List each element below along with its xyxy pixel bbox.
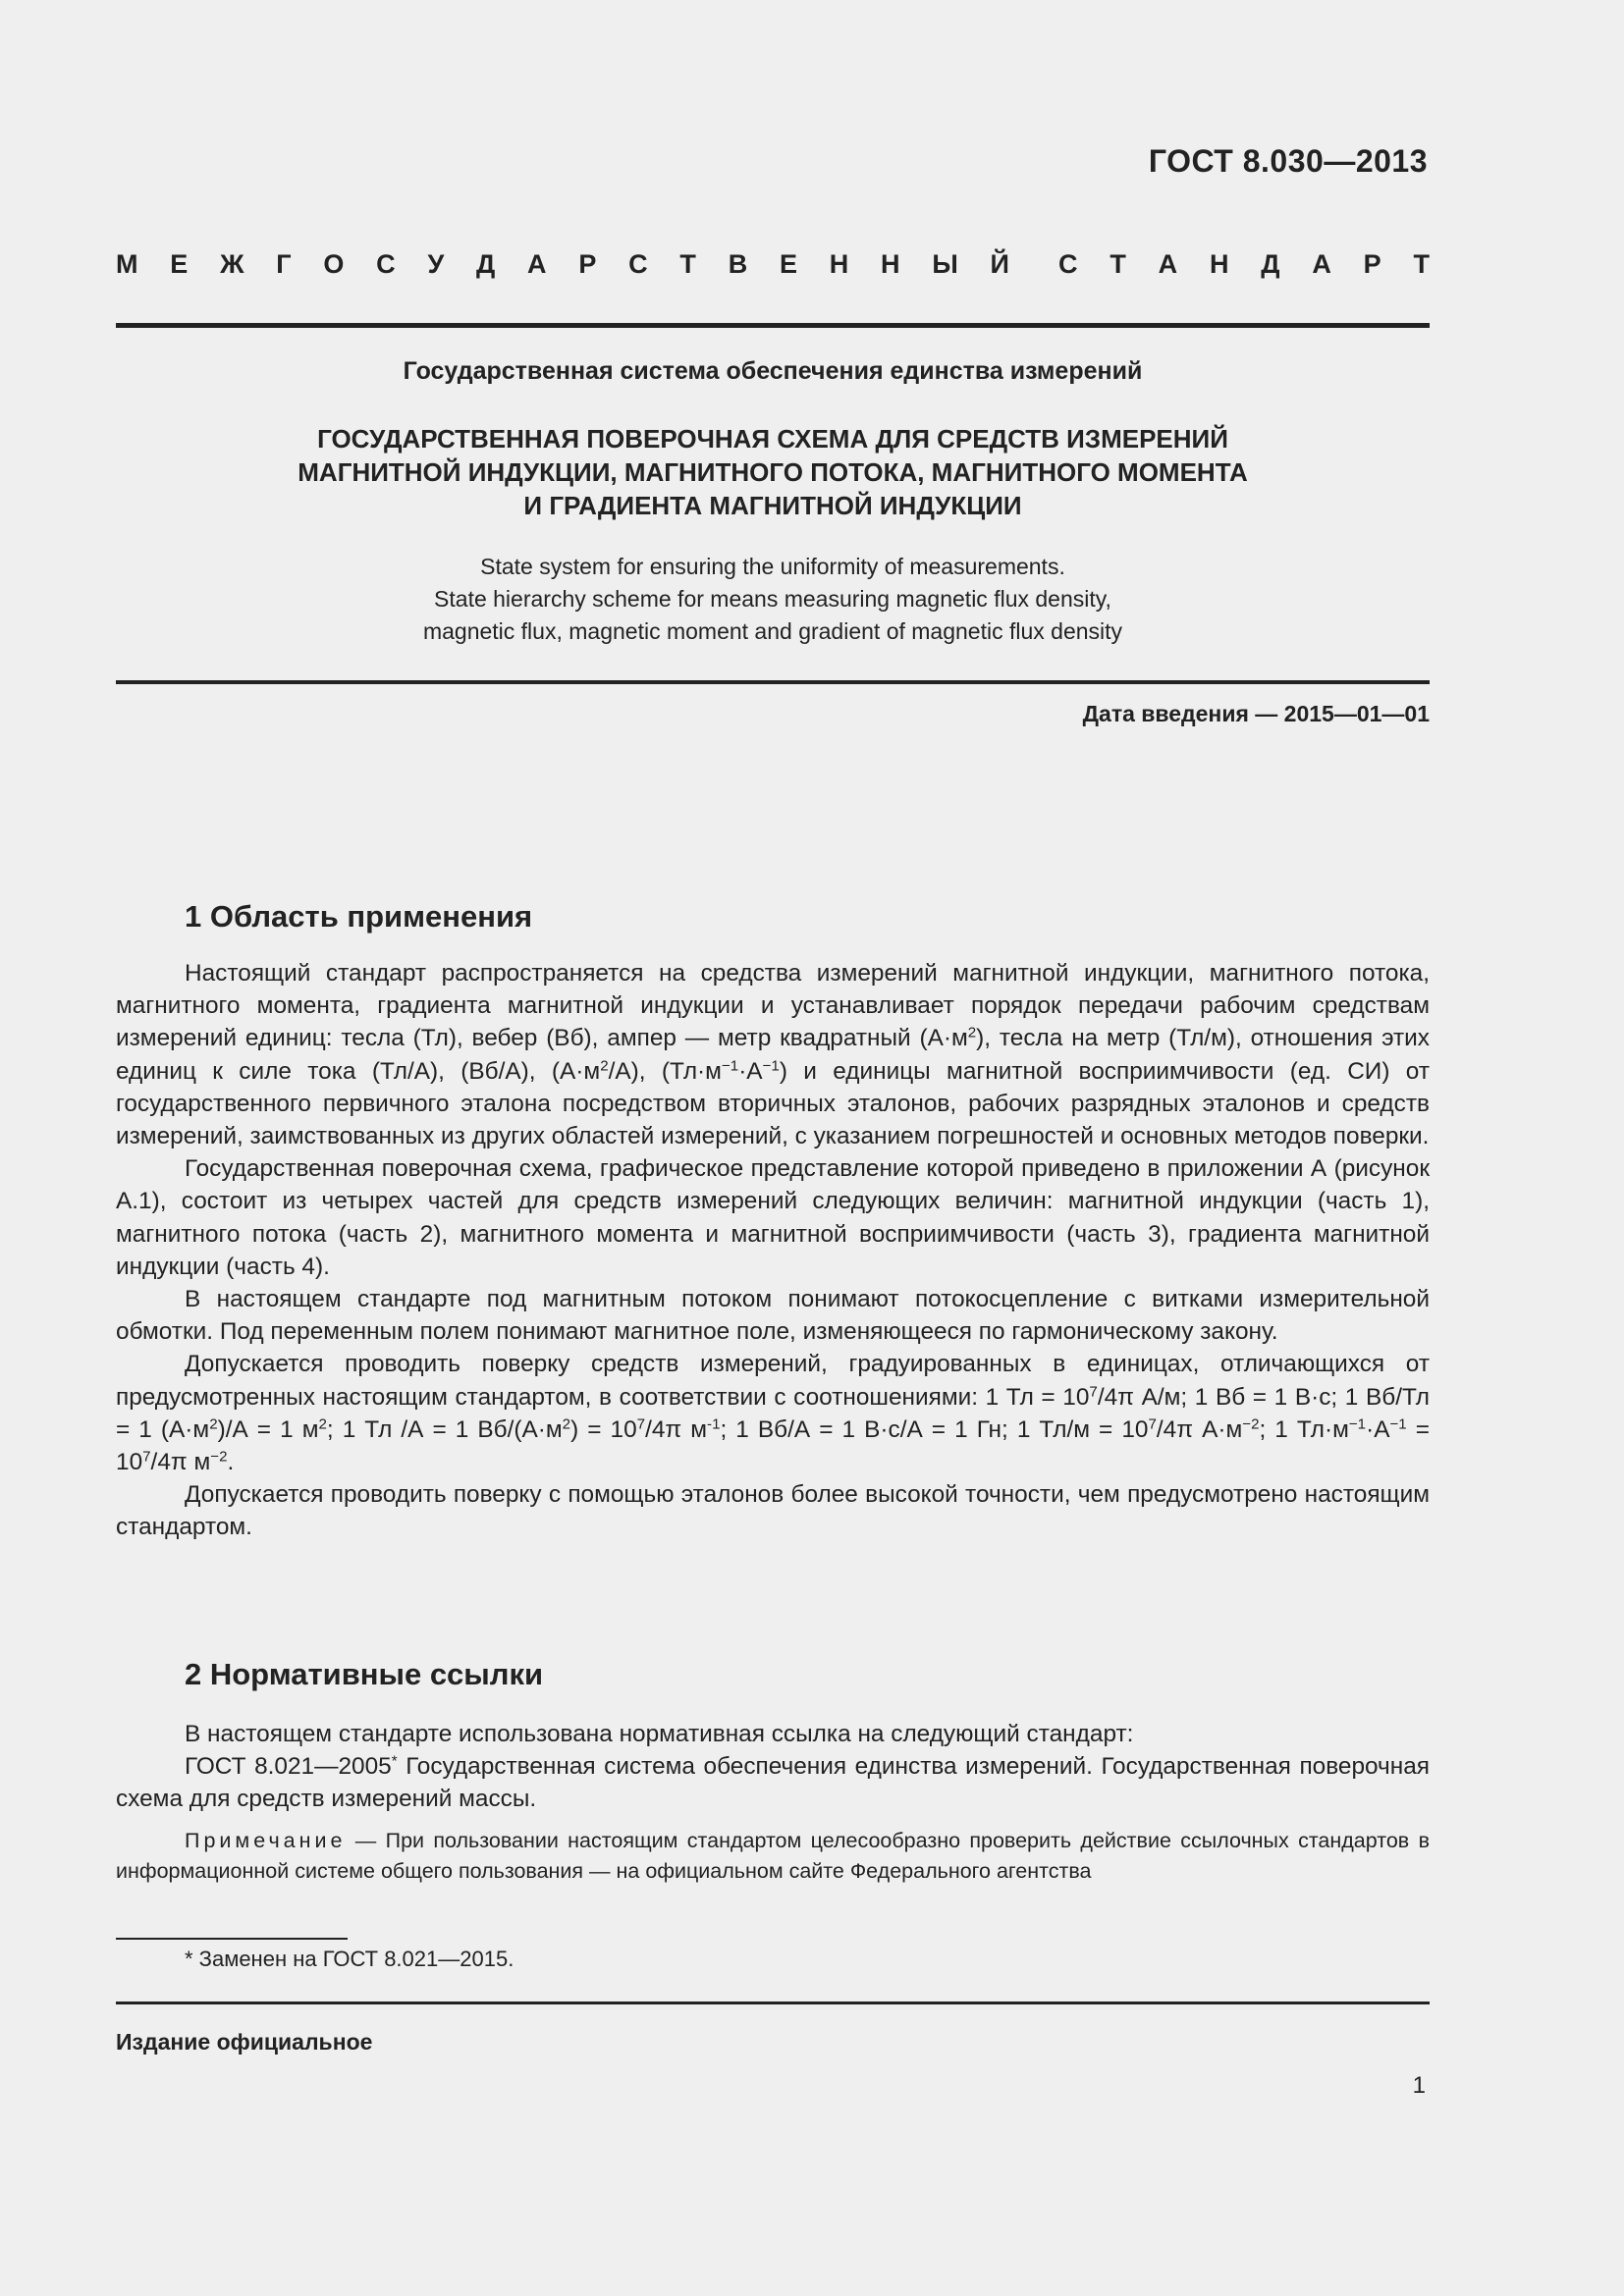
banner-letter: Т (1110, 249, 1126, 279)
section-1-heading: 1 Область применения (185, 899, 533, 934)
english-title-line: State hierarchy scheme for means measuring magnetic flux density, (434, 586, 1111, 612)
english-title (116, 551, 1430, 648)
paragraph: Допускается проводить поверку с помощью эталонов более высокой точности, чем предусмотрено настоящим стандартом. (116, 1481, 1430, 1541)
note-block (116, 1826, 1430, 1887)
paragraph: Настоящий стандарт распространяется на средства измерений магнитной индукции, магнитного потока, магнитного момента, градиента магнитной индукции и устанавливает порядок передачи рабочим средствам измерений единиц: тесла (Тл), вебер (Вб), ампер — метр квадратный $(А\cdot м^2)$, тесла на метр (Тл/м), отношения этих единиц к силе тока (Тл/А), (Вб/А), $(А\cdot м^2/А)$, $(Тл\cdot м^{-1}\cdot А^{-1})$ и единицы магнитной восприимчивости (ед. СИ) от государственного первичного эталона посредством вторичных эталонов, рабочих разрядных эталонов и средств измерений, заимствованных из других областей измерений, с указанием погрешностей и основных методов поверки. (116, 960, 1430, 1150)
paragraph: В настоящем стандарте использована нормативная ссылка на следующий стандарт: (185, 1721, 1134, 1747)
banner-letter: Н (1209, 249, 1229, 279)
english-title-line: State system for ensuring the uniformity of measurements. (480, 554, 1065, 579)
main-title (116, 422, 1430, 522)
banner-letter: А (527, 249, 547, 279)
document-number: ГОСТ 8.030—2013 (1148, 143, 1428, 179)
title-rule (116, 680, 1430, 684)
paragraph: ГОСТ 8.021—2005* Государственная система обеспечения единства измерений. Государственная поверочная схема для средств измерений массы. (116, 1752, 1431, 1813)
banner-letter: С (1058, 249, 1078, 279)
banner-letter: Ж (220, 249, 244, 279)
banner-letter: У (427, 249, 445, 279)
banner-letter: С (376, 249, 396, 279)
banner-letter: Ы (932, 249, 958, 279)
banner-letter: С (628, 249, 648, 279)
edition-label: Издание официальное (116, 2029, 373, 2055)
banner-word-standard (1058, 249, 1430, 280)
paragraph: В настоящем стандарте под магнитным потоком понимают потокосцепление с витками измерительной обмотки. Под переменным полем понимают магнитное поле, изменяющееся по гармоническому закону. (116, 1286, 1430, 1346)
main-title-line: ГОСУДАРСТВЕННАЯ ПОВЕРОЧНАЯ СХЕМА ДЛЯ СРЕДСТВ ИЗМЕРЕНИЙ (317, 424, 1228, 454)
section-2-heading: 2 Нормативные ссылки (185, 1657, 544, 1691)
english-title-line: magnetic flux, magnetic moment and gradient of magnetic flux density (422, 618, 1123, 644)
system-title: Государственная система обеспечения единства измерений (403, 357, 1143, 385)
footnote-marker: * (391, 1752, 398, 1770)
banner-letter: Е (779, 249, 797, 279)
main-title-line: МАГНИТНОЙ ИНДУКЦИИ, МАГНИТНОГО ПОТОКА, МАГНИТНОГО МОМЕНТА (298, 457, 1248, 487)
banner-letter: М (116, 249, 138, 279)
main-title-line: И ГРАДИЕНТА МАГНИТНОЙ ИНДУКЦИИ (523, 491, 1022, 520)
banner-letter: Й (990, 249, 1009, 279)
page-number: 1 (1412, 2072, 1426, 2099)
interstate-standard-banner (116, 249, 1430, 280)
header-rule (116, 323, 1430, 328)
banner-letter: А (1158, 249, 1178, 279)
banner-letter: Е (170, 249, 189, 279)
banner-letter: В (728, 249, 748, 279)
banner-letter: Г (276, 249, 292, 279)
banner-letter: Д (1261, 249, 1280, 279)
banner-letter: Т (1413, 249, 1430, 279)
footer-rule (116, 2002, 1430, 2004)
reference-link: ГОСТ 8.021—2005 (185, 1753, 392, 1781)
footnote: * Заменен на ГОСТ 8.021—2015. (185, 1947, 514, 1971)
banner-letter: Д (476, 249, 496, 279)
banner-letter: А (1312, 249, 1331, 279)
banner-letter: Н (829, 249, 849, 279)
banner-letter: Т (679, 249, 696, 279)
banner-word-interstate (116, 249, 1009, 280)
introduction-date: Дата введения — 2015—01—01 (1082, 701, 1430, 726)
paragraph: Государственная поверочная схема, графическое представление которой приведено в приложении А (рисунок А.1), состоит из четырех частей для средств измерений следующих величин: магнитной индукции (часть 1), магнитного потока (часть 2), магнитного момента и магнитной восприимчивости (часть 3), градиента магнитной индукции (часть 4). (116, 1155, 1430, 1280)
note-label: Примечание (185, 1829, 347, 1852)
banner-letter: Н (881, 249, 900, 279)
footnote-separator (116, 1938, 348, 1940)
note-paragraph: Примечание — При пользовании настоящим стандартом целесообразно проверить действие ссылочных стандартов в информационной системе общего пользования — на официальном сайте Федерального агентства (116, 1829, 1430, 1883)
banner-letter: Р (1363, 249, 1381, 279)
banner-letter: О (323, 249, 345, 279)
banner-letter: Р (578, 249, 597, 279)
section-2-body (116, 1718, 1430, 1816)
paragraph: Допускается проводить поверку средств измерений, градуированных в единицах, отличающихся от предусмотренных настоящим стандартом, в соответствии с соотношениями: 1 Тл = $10^7/4\pi$ А/м; 1 Вб = 1 В·с; 1 Вб/Тл = 1 $(А\cdot м^2)/А = 1$ $м^2$; 1 Тл /А = 1 $Вб/(А\cdot м^2) = 10^7/4\pi$ $м^{-1}$; 1 Вб/А = 1 В·с/А = 1 Гн; 1 $Тл/м = 10^7/4\pi$ $А\cdot м^{-2}$; 1 $Тл\cdot м^{-1}\cdot А^{-1} = 10^7/4\pi$ $м^{-2}$. (116, 1351, 1431, 1476)
section-1-body (116, 957, 1430, 1544)
